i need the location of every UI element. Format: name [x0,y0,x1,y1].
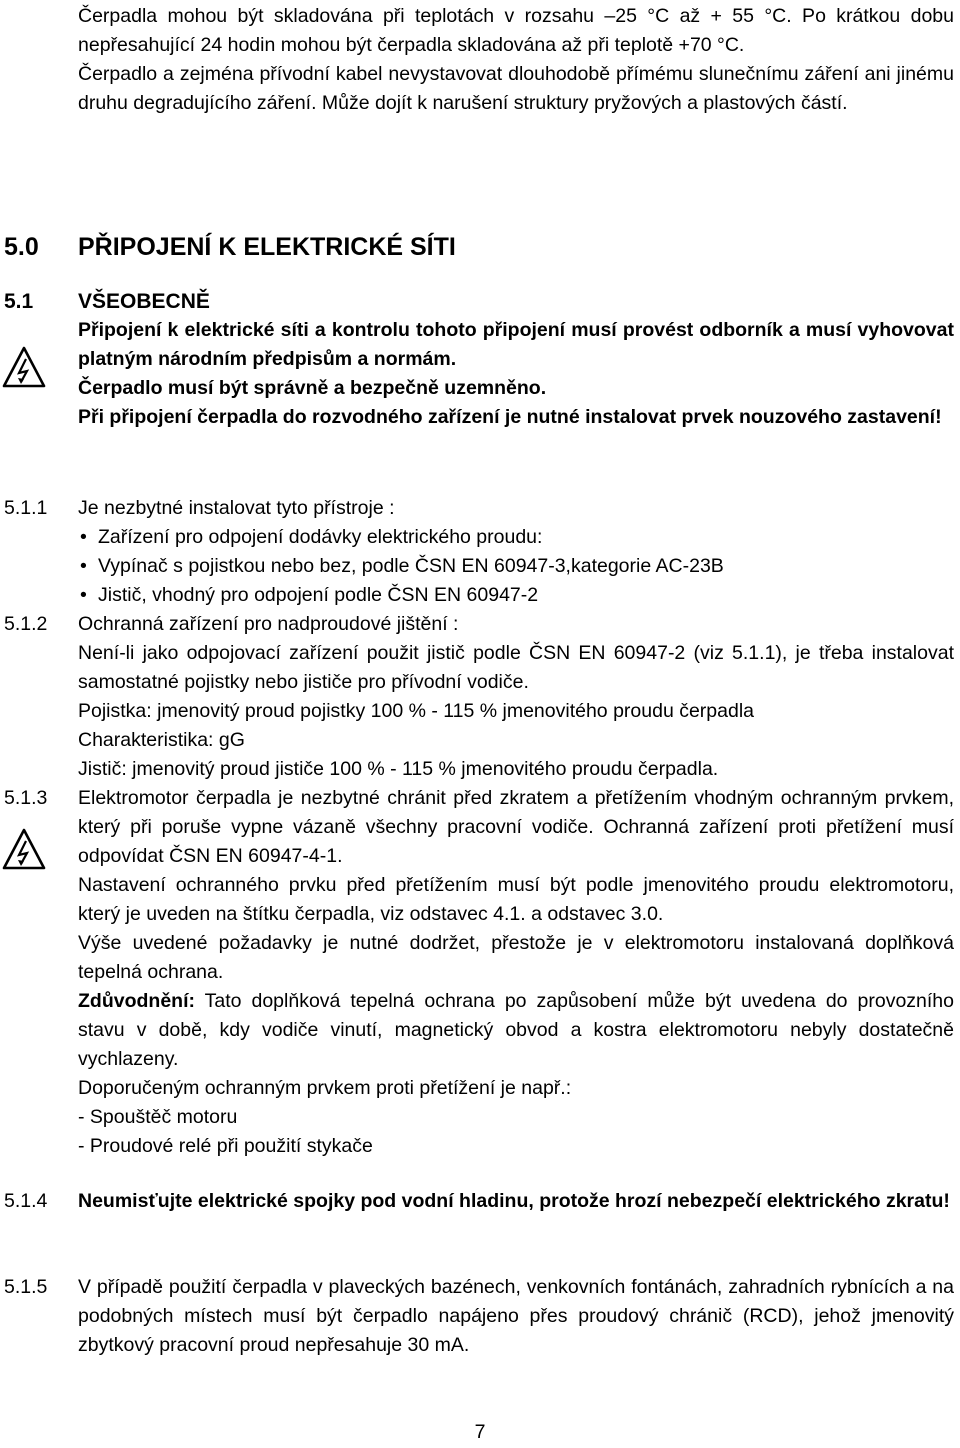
list-item: • Zařízení pro odpojení dodávky elektrického proudu: [78,523,954,552]
section-heading [0,231,960,263]
grounding-requirement: Čerpadlo musí být správně a bezpečně uzemněno. [78,377,547,399]
reason-paragraph [78,987,954,1074]
item-number: 5.1.5 [4,1276,48,1298]
paragraph: V případě použití čerpadla v plaveckých bazénech, venkovních fontánách, zahradních rybnících a na podobných místech musí být čerpadlo napájeno přes proudový chránič (RCD), jehož jmenovitý zbytkový pracovní proud nepřesahuje 30 mA. [78,1276,954,1356]
warning-text: Neumisťujte elektrické spojky pod vodní hladinu, protože hrozí nebezpečí elektrického zkratu! [78,1190,950,1212]
subsection-5-1-1 [0,494,960,610]
emergency-stop-requirement: Při připojení čerpadla do rozvodného zařízení je nutné instalovat prvek nouzového zastavení! [78,406,942,428]
subsection-5-1-5 [0,1273,960,1360]
reason-text: Tato doplňková tepelná ochrana po zapůsobení může být uvedena do provozního stavu v době, kdy vodiče vinutí, magnetický obvod a kostra elektromotoru nebyly dostatečně vychlazeny. [78,990,954,1070]
item-number: 5.1.3 [4,787,48,809]
item-number: 5.1.2 [4,613,48,635]
subsection-5-1-3 [0,784,960,1161]
paragraph: Charakteristika: gG [78,729,245,751]
paragraph: Nastavení ochranného prvku před přetížením musí být podle jmenovitého proudu elektromotoru, který je uveden na štítku čerpadla, viz odstavec 4.1. a odstavec 3.0. [78,874,954,925]
item-lead: Ochranná zařízení pro nadproudové jištění : [78,613,459,635]
item-number: 5.1.1 [4,497,48,519]
section-number: 5.0 [4,233,39,261]
electric-hazard-icon [2,346,46,388]
item-lead: Je nezbytné instalovat tyto přístroje : [78,497,395,519]
item-number: 5.1.4 [4,1190,48,1212]
page-number: 7 [474,1421,486,1443]
paragraph: Jistič: jmenovitý proud jističe 100 % - 115 % jmenovitého proudu čerpadla. [78,758,719,780]
list-item: • Jistič, vhodný pro odpojení podle ČSN EN 60947-2 [78,581,954,610]
paragraph: Doporučeným ochranným prvkem proti přetížení je např.: [78,1077,572,1099]
reason-label: Zdůvodnění: [78,990,195,1012]
paragraph: Elektromotor čerpadla je nezbytné chránit před zkratem a přetížením vhodným ochranným prvkem, který při poruše vypne vázaně všechny pracovní vodiče. Ochranná zařízení proti přetížení musí odpovídat ČSN EN 60947-4-1. [78,787,954,867]
subsection-title: VŠEOBECNĚ [78,290,210,313]
paragraph: Výše uvedené požadavky je nutné dodržet, přestože je v elektromotoru instalovaná doplňková tepelná ochrana. [78,932,954,983]
paragraph: Není-li jako odpojovací zařízení použit jistič podle ČSN EN 60947-2 (viz 5.1.1), je třeba instalovat samostatné pojistky nebo jističe pro přívodní vodiče. [78,642,954,693]
subsection-5-1-2 [0,610,960,784]
paragraph: - Spouštěč motoru [78,1106,238,1128]
paragraph: Pojistka: jmenovitý proud pojistky 100 % - 115 % jmenovitého proudu čerpadla [78,700,755,722]
electric-hazard-icon [2,828,46,870]
list-item: • Vypínač s pojistkou nebo bez, podle ČSN EN 60947-3,kategorie AC-23B [78,552,954,581]
subsection-5-1 [0,287,960,432]
subsection-number: 5.1 [4,290,34,313]
intro-paragraph-1: Čerpadla mohou být skladována při teplotách v rozsahu –25 °C až + 55 °C. Po krátkou dobu nepřesahující 24 hodin mohou být čerpadla skladována až při teplotě +70 °C. [78,5,954,56]
connection-requirement: Připojení k elektrické síti a kontrolu tohoto připojení musí provést odborník a musí vyhovovat platným národním předpisům a normám. [78,319,954,370]
intro-paragraph-2: Čerpadlo a zejména přívodní kabel nevystavovat dlouhodobě přímému slunečnímu záření ani jinému druhu degradujícího záření. Může dojít k narušení struktury pryžových a plastových částí. [78,63,954,114]
paragraph: - Proudové relé při použití stykače [78,1135,373,1157]
subsection-5-1-4 [0,1187,960,1216]
section-title: PŘIPOJENÍ K ELEKTRICKÉ SÍTI [78,233,456,261]
